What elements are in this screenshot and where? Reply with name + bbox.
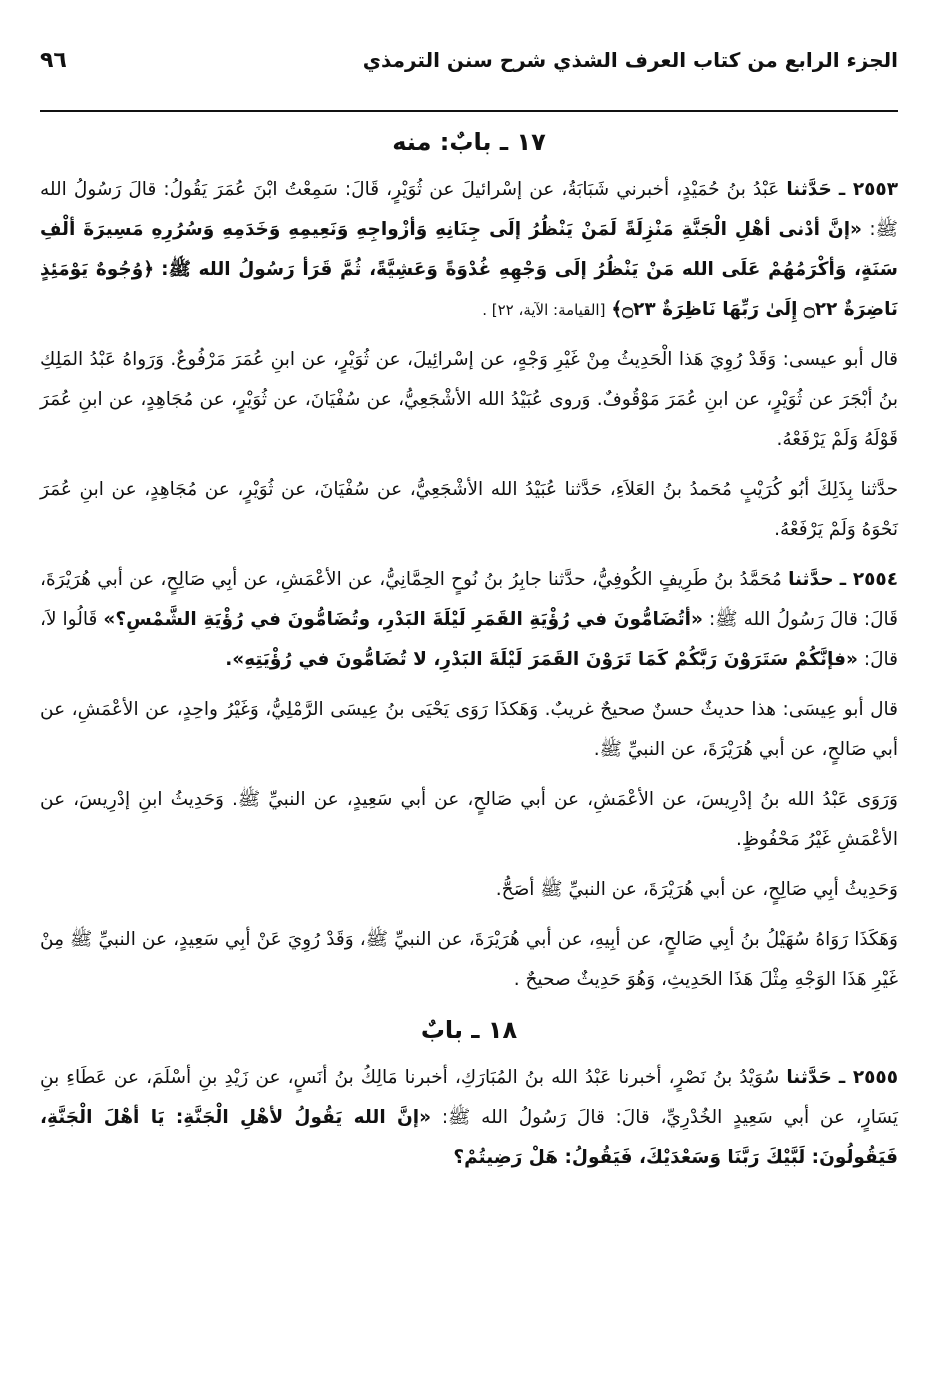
page-header (40, 48, 898, 110)
verse-citation: [القيامة: الآية، ٢٢] . (482, 301, 606, 319)
hadith-matn: «إنَّ أدْنى أهْلِ الْجَنَّةِ مَنْزِلَةً لَمَنْ يَنْظُرُ إلَى جِنَانِهِ وَأزْواجِهِ وَنَعِيمِهِ وَخَدَمِهِ وَسُرُرِهِ مَسِيرَةَ ألْفِ سَنَةٍ، وَأكْرَمُهُمْ عَلَى الله مَنْ يَنْظُرُ إلَى وَجْهِهِ غُدْوَةً وَعَشِيَّةً، ثُمَّ قَرَأ رَسُولُ الله ﷺ: (40, 219, 899, 280)
commentary-paragraph: حدَّثنا بِذَلِكَ أبُو كُرَيْبٍ مُحَمدُ بنُ العَلاَءِ، حَدَّثنا عُبَيْدُ الله الأشْجَعِيُّ، عن سُفْيَانَ، عن ثُوَيْرٍ، عن مُجَاهِدٍ، عن ابنِ عُمَرَ نَحْوَهُ وَلَمْ يَرْفَعْهُ. (40, 479, 898, 540)
commentary-paragraph: قال أبو عِيسَى: هذا حديثٌ حسنٌ صحيحٌ غريبٌ. وَهَكذَا رَوَى يَحْيَى بنُ عِيسَى الرَّمْلِيُّ، وَغَيْرُ واحِدٍ، عن الأعْمَشِ، عن أبي صَالحٍ، عن أبي هُرَيْرَةَ، عن النبيِّ ﷺ. (40, 699, 898, 760)
chapter-18-title: ١٨ ـ بابٌ (420, 1016, 518, 1044)
hadith-number: ٢٥٥٤ ـ (839, 569, 899, 590)
document-page (40, 48, 898, 1188)
hadith-2553 (40, 170, 898, 330)
hadith-lead: حَدَّثنا (786, 1067, 832, 1088)
commentary-paragraph: وَحَدِيثُ أبِي صَالِحٍ، عن أبي هُرَيْرَةَ، عن النبيِّ ﷺ أصَحُّ. (495, 879, 898, 900)
hadith-isnad: عَبْدُ بنُ حُمَيْدٍ، أخبرني شَبَابَةُ، عن إسْرائيلَ عن ثُوَيْرٍ، قَالَ: سَمِعْتُ ابْنَ عُمَرَ يَقُولُ: قالَ رَسُولُ الله ﷺ: (40, 179, 898, 240)
hadith-lead: حَدَّثنا (786, 179, 832, 200)
chapter-17-title: ١٧ ـ بابٌ: منه (392, 128, 546, 156)
hadith-matn: «فإنَّكُمْ سَتَرَوْنَ رَبَّكُمْ كَمَا تَرَوْنَ القَمَرَ لَيْلَةَ البَدْرِ، لا تُضَامُّونَ في رُؤْيَتِهِ». (225, 649, 858, 670)
hadith-2555 (40, 1058, 898, 1178)
commentary-paragraph: وَهَكَذَا رَوَاهُ سُهَيْلُ بنُ أبِي صَالحٍ، عن أبِيهِ، عن أبي هُرَيْرَةَ، عن النبيِّ ﷺ، وَقَدْ رُوِيَ عَنْ أبِي سَعِيدٍ، عن النبيِّ ﷺ مِنْ غَيْرِ هَذَا الوَجْهِ مِثْلَ هَذَا الحَدِيثِ، وَهُوَ حَدِيثٌ صحيحٌ . (40, 929, 898, 990)
hadith-lead: حدَّثنا (788, 569, 834, 590)
commentary-paragraph: قال أبو عيسى: وَقَدْ رُوِيَ هَذا الْحَدِيثُ مِنْ غَيْرِ وَجْهٍ، عن إسْرائِيلَ، عن ثُوَيْرٍ، عن ابنِ عُمَرَ مَرْفُوعٌ. وَرَواهُ عَبْدُ المَلِكِ بنُ أبْجَرَ عن ثُوَيْرٍ، عن ابنِ عُمَرَ مَوْقُوفٌ. وَروى عُبَيْدُ الله الأشْجَعِيُّ، عن سُفْيَانَ، عن ثُوَيْرٍ، عن مُجَاهِدٍ، عن ابنِ عُمَرَ قَوْلَهُ وَلَمْ يَرْفَعْهُ. (40, 349, 898, 450)
running-title: الجزء الرابع من كتاب العرف الشذي شرح سنن الترمذي (362, 48, 898, 72)
hadith-isnad: سُوَيْدُ بنُ نَصْرٍ، أخبرنا عَبْدُ الله بنُ المُبَارَكِ، أخبرنا مَالِكُ بنُ أنَسٍ، عن زَيْدِ بنِ أسْلَمَ، عن عَطَاءِ بنِ يَسَارٍ، عن أبي سَعِيدٍ الخُدْرِيِّ، قالَ: قالَ رَسُولُ الله ﷺ: (40, 1067, 898, 1128)
page-number: ٩٦ (40, 48, 67, 73)
commentary-paragraph: وَرَوَى عَبْدُ الله بنُ إدْرِيسَ، عن الأعْمَشِ، عن أبي صَالحٍ، عن أبي سَعِيدٍ، عن النبيِّ ﷺ. وَحَدِيثُ ابنِ إدْرِيسَ، عن الأعْمَشِ غَيْرُ مَحْفُوظٍ. (40, 789, 898, 850)
header-rule (40, 110, 898, 112)
hadith-number: ٢٥٥٥ ـ (838, 1067, 898, 1088)
hadith-matn: «أتُضَامُّونَ في رُؤْيَةِ القَمَرِ لَيْلَةَ البَدْرِ، وتُضَامُّونَ في رُؤْيَةِ الشَّمْسِ؟» (103, 609, 703, 630)
hadith-narration: قَالُوا لاَ، قالَ: (40, 609, 898, 670)
hadith-isnad: مُحَمَّدُ بنُ طَرِيفٍ الكُوفِيُّ، حدَّثنا جابِرُ بنُ نُوحٍ الحِمَّانِيُّ، عن الأعْمَشِ، عن أبِي صَالِحٍ، عن أبي هُرَيْرَةَ، قَالَ: قالَ رَسُولُ الله ﷺ: (40, 569, 898, 630)
hadith-number: ٢٥٥٣ ـ (838, 179, 898, 200)
quran-verse: ﴿وُجُوهٌ يَوْمَئِذٍ نَاضِرَةٌ ۝٢٢ إِلَىٰ رَبِّهَا نَاظِرَةٌ ۝٢٣﴾ (40, 259, 898, 320)
hadith-matn: «إنَّ الله يَقُولُ لأهْلِ الْجَنَّةِ: يَا أهْلَ الْجَنَّةِ، فَيَقُولُونَ: لَبَّيْكَ رَبَّنَا وَسَعْدَيْكَ، فَيَقُولُ: هَلْ رَضِيتُمْ؟ (40, 1107, 898, 1168)
hadith-2554 (40, 560, 898, 680)
